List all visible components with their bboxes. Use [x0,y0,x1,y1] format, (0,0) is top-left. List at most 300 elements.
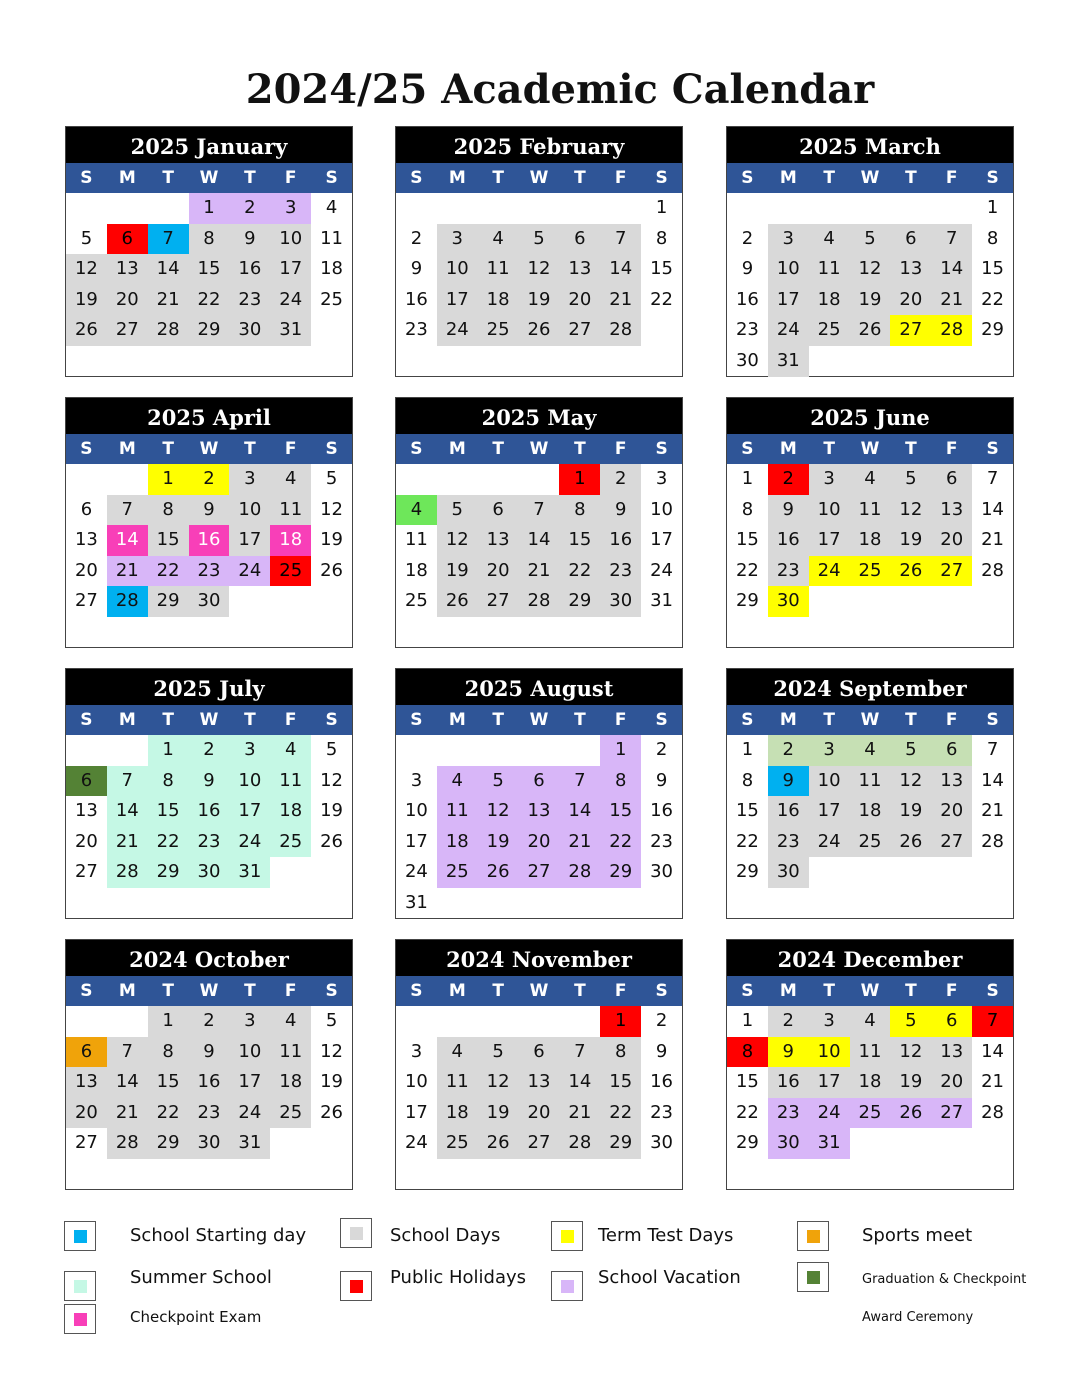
empty-cell [437,735,478,766]
day-cell: 3 [437,224,478,255]
day-cell: 4 [270,464,311,495]
day-cell: 21 [519,556,560,587]
day-cell: 27 [519,857,560,888]
day-cell: 15 [735,1071,759,1093]
day-cell: 7 [107,766,148,797]
weekday-label: T [574,981,586,1001]
day-cell: 30 [768,586,809,617]
legend-box-holiday [340,1271,372,1301]
day-cell: 10 [270,224,311,255]
empty-cell [478,1006,519,1037]
day-cell: 26 [478,857,519,888]
day-cell: 25 [437,857,478,888]
day-cell: 29 [148,586,189,617]
day-cell: 28 [107,857,148,888]
day-cell: 25 [437,1128,478,1159]
month-dec-2024 [726,939,1014,1190]
day-cell: 18 [478,285,519,316]
day-cell: 5 [890,1006,931,1037]
day-cell: 6 [80,498,93,520]
day-cell: 14 [600,254,641,285]
legend-box-graduation [797,1262,829,1292]
day-cell: 12 [320,769,344,791]
day-cell: 25 [809,315,850,346]
day-cell: 20 [519,1098,560,1129]
day-cell: 17 [270,254,311,285]
day-cell: 14 [107,1067,148,1098]
day-cell: 26 [478,1128,519,1159]
weekday-label: S [655,710,668,730]
weekday-label: F [945,168,958,188]
day-cell: 22 [148,556,189,587]
day-cell: 28 [600,315,641,346]
day-cell: 4 [396,495,437,526]
day-cell: 29 [148,857,189,888]
weekday-header [396,163,682,193]
empty-cell [850,193,891,224]
month-aug-2025 [395,668,683,919]
day-cell: 1 [741,739,754,760]
day-cell: 10 [404,1071,428,1093]
day-cell: 24 [404,861,428,883]
day-cell: 26 [66,315,107,346]
day-cell: 16 [768,796,809,827]
day-cell: 20 [559,285,600,316]
day-cell: 25 [850,1098,891,1129]
weekday-label: S [986,168,999,188]
weekday-header [727,434,1013,464]
day-cell: 13 [559,254,600,285]
day-cell: 16 [404,288,428,310]
day-cell: 22 [600,1098,641,1129]
day-cell: 9 [229,224,270,255]
day-cell: 12 [890,495,931,526]
weekday-label: S [655,981,668,1001]
month-jul-2025 [65,668,353,919]
day-cell: 22 [148,827,189,858]
day-cell: 16 [189,525,230,556]
day-cell: 17 [768,285,809,316]
empty-cell [890,193,931,224]
weekday-label: W [860,981,880,1001]
weekday-label: W [529,168,549,188]
day-cell: 3 [229,735,270,766]
day-cell: 23 [189,1098,230,1129]
legend-label-start: School Starting day [130,1225,307,1246]
day-cell: 22 [981,288,1005,310]
day-cell: 13 [931,1037,972,1068]
weekday-label: W [529,981,549,1001]
weekday-header [66,705,352,735]
day-cell: 1 [189,193,230,224]
weekday-header [396,434,682,464]
weekday-label: F [945,710,958,730]
day-grid [66,464,352,617]
weekday-header [727,976,1013,1006]
weekday-label: S [986,439,999,459]
day-cell: 13 [74,529,98,551]
weekday-label: W [860,168,880,188]
day-cell: 8 [148,766,189,797]
day-cell: 3 [410,1040,423,1062]
day-cell: 22 [600,827,641,858]
day-cell: 12 [320,498,344,520]
day-cell: 23 [189,556,230,587]
day-cell: 23 [768,556,809,587]
weekday-label: M [118,439,136,459]
weekday-label: S [80,168,93,188]
day-cell: 21 [600,285,641,316]
legend-label-sports: Sports meet [862,1225,973,1246]
day-cell: 14 [148,254,189,285]
month-may-2025 [395,397,683,648]
day-cell: 2 [655,739,668,760]
day-cell: 20 [931,525,972,556]
weekday-label: T [492,981,504,1001]
day-cell: 17 [809,525,850,556]
day-cell: 1 [741,1010,754,1031]
day-cell: 17 [404,830,428,852]
weekday-label: F [614,710,627,730]
day-cell: 16 [189,796,230,827]
day-cell: 11 [809,254,850,285]
day-cell: 30 [650,861,674,883]
day-cell: 23 [189,827,230,858]
day-cell: 31 [650,590,674,612]
day-cell: 8 [148,495,189,526]
weekday-label: S [410,168,423,188]
weekday-label: S [741,710,754,730]
day-cell: 29 [148,1128,189,1159]
day-cell: 13 [931,766,972,797]
month-title: 2025 May [396,398,682,434]
weekday-label: M [779,981,797,1001]
day-cell: 14 [559,796,600,827]
day-cell: 24 [437,315,478,346]
day-cell: 29 [600,1128,641,1159]
day-cell: 26 [850,315,891,346]
day-cell: 31 [809,1128,850,1159]
day-cell: 23 [650,830,674,852]
weekday-label: T [905,710,917,730]
legend-box-summer [64,1271,96,1301]
day-cell: 9 [768,495,809,526]
day-cell: 1 [148,735,189,766]
day-cell: 4 [437,766,478,797]
day-cell: 7 [972,1006,1013,1037]
day-cell: 7 [600,224,641,255]
day-cell: 23 [768,1098,809,1129]
day-cell: 9 [768,766,809,797]
legend-box-vacation [551,1271,583,1301]
day-cell: 19 [437,556,478,587]
weekday-header [66,163,352,193]
day-cell: 27 [931,1098,972,1129]
day-cell: 11 [270,1037,311,1068]
day-grid [66,735,352,888]
day-cell: 18 [437,1098,478,1129]
day-cell: 1 [600,735,641,766]
day-cell: 8 [148,1037,189,1068]
legend-box-sports [797,1221,829,1251]
day-cell: 15 [148,1067,189,1098]
day-cell: 10 [768,254,809,285]
legend-box-start [64,1221,96,1251]
day-cell: 21 [981,1071,1005,1093]
day-cell: 28 [107,586,148,617]
legend-label-holiday: Public Holidays [390,1267,527,1288]
day-cell: 8 [189,224,230,255]
month-feb-2025 [395,126,683,377]
day-cell: 15 [735,529,759,551]
day-cell: 24 [229,556,270,587]
day-cell: 2 [229,193,270,224]
legend-label-award: Award Ceremony [862,1310,974,1325]
legend-box-test [551,1221,583,1251]
weekday-label: W [199,439,219,459]
day-cell: 31 [229,857,270,888]
weekday-label: S [741,439,754,459]
day-cell: 3 [768,224,809,255]
day-grid [727,1006,1013,1159]
day-cell: 20 [66,1098,107,1129]
day-cell: 25 [320,288,344,310]
day-cell: 6 [66,766,107,797]
empty-cell [66,193,107,224]
day-cell: 15 [148,525,189,556]
day-cell: 24 [404,1132,428,1154]
day-cell: 2 [741,227,754,249]
day-cell: 8 [741,498,754,520]
day-cell: 22 [189,285,230,316]
weekday-label: S [410,439,423,459]
day-cell: 6 [931,735,972,766]
month-sep-2024 [726,668,1014,919]
day-cell: 14 [107,525,148,556]
legend-swatch-school [350,1227,363,1240]
day-cell: 25 [270,827,311,858]
day-cell: 17 [437,285,478,316]
day-grid [396,193,682,346]
empty-cell [478,464,519,495]
day-cell: 4 [270,1006,311,1037]
day-cell: 19 [850,285,891,316]
day-cell: 2 [768,735,809,766]
day-cell: 19 [320,1071,344,1093]
weekday-label: T [162,168,174,188]
day-cell: 17 [809,1067,850,1098]
day-cell: 30 [189,857,230,888]
day-cell: 11 [320,227,344,249]
weekday-header [66,976,352,1006]
day-cell: 7 [519,495,560,526]
weekday-label: T [492,710,504,730]
legend-label-graduation: Graduation & Checkpoint [862,1272,1027,1287]
weekday-label: M [448,710,466,730]
weekday-label: W [860,710,880,730]
day-cell: 6 [931,1006,972,1037]
day-cell: 5 [890,464,931,495]
weekday-label: M [448,981,466,1001]
day-cell: 19 [890,1067,931,1098]
weekday-label: T [492,168,504,188]
weekday-label: S [325,981,338,1001]
weekday-label: T [823,439,835,459]
day-cell: 8 [727,1037,768,1068]
day-cell: 8 [600,766,641,797]
day-grid [396,464,682,617]
day-grid [66,193,352,346]
day-cell: 2 [600,464,641,495]
day-cell: 5 [519,224,560,255]
day-cell: 30 [600,586,641,617]
weekday-label: F [284,981,297,1001]
day-cell: 7 [986,739,999,760]
empty-cell [437,193,478,224]
day-cell: 11 [437,1067,478,1098]
day-cell: 28 [519,586,560,617]
weekday-label: S [410,710,423,730]
day-cell: 23 [404,319,428,341]
day-cell: 2 [410,227,423,249]
day-cell: 3 [809,735,850,766]
day-cell: 12 [66,254,107,285]
day-cell: 25 [478,315,519,346]
month-nov-2024 [395,939,683,1190]
day-cell: 19 [478,1098,519,1129]
day-cell: 31 [768,346,809,377]
day-grid [727,193,1013,377]
day-cell: 29 [735,1132,759,1154]
month-title: 2025 August [396,669,682,705]
empty-cell [768,193,809,224]
weekday-header [727,705,1013,735]
weekday-label: F [284,439,297,459]
day-cell: 14 [981,498,1005,520]
day-cell: 1 [559,464,600,495]
page-title: 2024/25 Academic Calendar [245,66,875,113]
day-cell: 8 [655,227,668,249]
weekday-label: T [244,710,256,730]
empty-cell [519,1006,560,1037]
day-cell: 27 [74,590,98,612]
day-cell: 29 [735,861,759,883]
weekday-label: S [325,439,338,459]
day-cell: 12 [478,796,519,827]
day-cell: 20 [519,827,560,858]
day-cell: 30 [189,586,230,617]
empty-cell [519,735,560,766]
day-cell: 4 [478,224,519,255]
day-cell: 12 [478,1067,519,1098]
day-cell: 27 [931,556,972,587]
day-cell: 20 [74,559,98,581]
day-cell: 10 [404,800,428,822]
day-cell: 5 [890,735,931,766]
weekday-header [66,434,352,464]
day-cell: 21 [107,556,148,587]
day-cell: 25 [270,1098,311,1129]
day-cell: 6 [519,1037,560,1068]
day-cell: 15 [148,796,189,827]
weekday-label: M [448,168,466,188]
weekday-label: F [614,439,627,459]
legend-label-test: Term Test Days [598,1225,734,1246]
day-cell: 2 [655,1010,668,1031]
weekday-label: W [529,710,549,730]
day-cell: 21 [559,1098,600,1129]
day-cell: 12 [890,766,931,797]
empty-cell [107,464,148,495]
day-cell: 16 [189,1067,230,1098]
weekday-label: T [905,168,917,188]
day-cell: 3 [809,1006,850,1037]
month-oct-2024 [65,939,353,1190]
empty-cell [519,464,560,495]
empty-cell [519,193,560,224]
day-cell: 24 [768,315,809,346]
day-cell: 26 [890,556,931,587]
day-cell: 18 [850,796,891,827]
day-cell: 28 [559,1128,600,1159]
weekday-header [396,705,682,735]
day-cell: 6 [478,495,519,526]
day-cell: 21 [981,800,1005,822]
month-title: 2025 July [66,669,352,705]
day-cell: 4 [325,197,338,218]
day-cell: 26 [519,315,560,346]
day-cell: 9 [189,1037,230,1068]
weekday-label: T [162,439,174,459]
day-cell: 27 [519,1128,560,1159]
empty-cell [727,193,768,224]
empty-cell [396,735,437,766]
day-cell: 1 [148,1006,189,1037]
day-cell: 30 [650,1132,674,1154]
day-cell: 9 [189,495,230,526]
day-cell: 14 [559,1067,600,1098]
day-cell: 23 [600,556,641,587]
weekday-label: M [118,168,136,188]
legend-label-school: School Days [390,1225,501,1246]
day-cell: 28 [107,1128,148,1159]
empty-cell [66,464,107,495]
legend-label-summer: Summer School [130,1267,272,1288]
day-cell: 26 [320,1101,344,1123]
day-cell: 31 [404,891,428,913]
day-cell: 17 [650,529,674,551]
day-cell: 19 [478,827,519,858]
day-cell: 12 [320,1040,344,1062]
day-cell: 19 [66,285,107,316]
day-cell: 30 [229,315,270,346]
day-cell: 27 [931,827,972,858]
day-cell: 7 [559,766,600,797]
day-cell: 2 [189,1006,230,1037]
month-title: 2025 January [66,127,352,163]
day-cell: 9 [410,258,423,280]
day-cell: 31 [270,315,311,346]
empty-cell [66,1006,107,1037]
day-cell: 16 [768,525,809,556]
day-cell: 18 [437,827,478,858]
day-cell: 17 [809,796,850,827]
day-cell: 9 [741,258,754,280]
day-cell: 26 [890,1098,931,1129]
month-jan-2025 [65,126,353,377]
empty-cell [437,1006,478,1037]
day-cell: 13 [66,1067,107,1098]
